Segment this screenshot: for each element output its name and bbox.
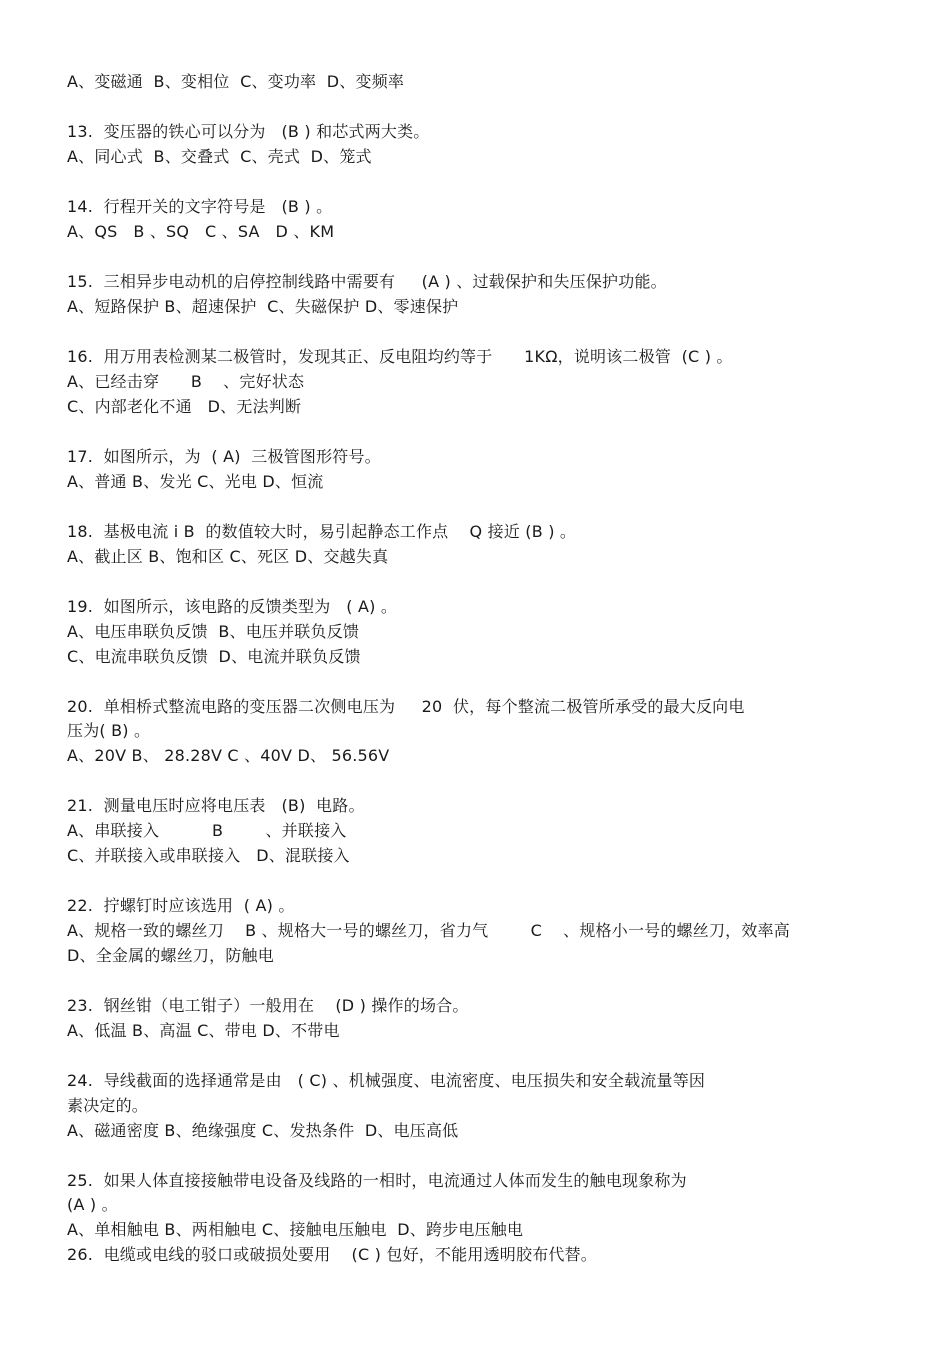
option-line: A、同心式 B、交叠式 C、壳式 D、笼式 [67, 147, 372, 166]
option-line: D、全金属的螺丝刀，防触电 [67, 946, 274, 965]
question-line: 22. 拧螺钉时应该选用 ( A) 。 [67, 896, 295, 915]
question-line: 15. 三相异步电动机的启停控制线路中需要有 (A ) 、过载保护和失压保护功能。 [67, 272, 667, 291]
option-line: A、普通 B、发光 C、光电 D、恒流 [67, 472, 324, 491]
option-line: A、QS B 、SQ C 、SA D 、KM [67, 222, 335, 241]
option-line: A、截止区 B、饱和区 C、死区 D、交越失真 [67, 547, 389, 566]
option-line: A、已经击穿 B 、完好状态 [67, 372, 305, 391]
question-line: 13. 变压器的铁心可以分为 (B ) 和芯式两大类。 [67, 122, 430, 141]
option-line: A、20V B、 28.28V C 、40V D、 56.56V [67, 746, 390, 765]
option-line: A、低温 B、高温 C、带电 D、不带电 [67, 1021, 340, 1040]
question-line: 24. 导线截面的选择通常是由 ( C) 、机械强度、电流密度、电压损失和安全载流量等因 [67, 1071, 706, 1090]
question-line: (A ) 。 [67, 1195, 118, 1214]
option-line: C、并联接入或串联接入 D、混联接入 [67, 846, 350, 865]
question-line: 21. 测量电压时应将电压表 (B) 电路。 [67, 796, 365, 815]
option-line: A、单相触电 B、两相触电 C、接触电压触电 D、跨步电压触电 [67, 1220, 524, 1239]
option-line: A、串联接入 B 、并联接入 [67, 821, 347, 840]
question-line: 19. 如图所示，该电路的反馈类型为 ( A) 。 [67, 597, 398, 616]
option-line: C、电流串联负反馈 D、电流并联负反馈 [67, 647, 361, 666]
question-line: 17. 如图所示，为 ( A) 三极管图形符号。 [67, 447, 381, 466]
option-line: C、内部老化不通 D、无法判断 [67, 397, 302, 416]
question-line: 25. 如果人体直接接触带电设备及线路的一相时，电流通过人体而发生的触电现象称为 [67, 1171, 687, 1190]
question-line: 16. 用万用表检测某二极管时，发现其正、反电阻均约等于 1KΩ，说明该二极管 (C ) 。 [67, 347, 733, 366]
question-line: 14. 行程开关的文字符号是 (B ) 。 [67, 197, 333, 216]
question-line: 18. 基极电流 i B 的数值较大时，易引起静态工作点 Q 接近 (B ) 。 [67, 522, 577, 541]
question-line: 20. 单相桥式整流电路的变压器二次侧电压为 20 伏，每个整流二极管所承受的最大反向电 [67, 697, 745, 716]
question-line: 26. 电缆或电线的驳口或破损处要用 (C ) 包好，不能用透明胶布代替。 [67, 1245, 597, 1264]
option-line: A、变磁通 B、变相位 C、变功率 D、变频率 [67, 72, 405, 91]
option-line: A、规格一致的螺丝刀 B 、规格大一号的螺丝刀，省力气 C 、规格小一号的螺丝刀，效率高 [67, 921, 790, 940]
option-line: A、短路保护 B、超速保护 C、失磁保护 D、零速保护 [67, 297, 459, 316]
question-line: 23. 钢丝钳（电工钳子）一般用在 (D ) 操作的场合。 [67, 996, 469, 1015]
question-line: 压为( B) 。 [67, 721, 151, 740]
option-line: A、磁通密度 B、绝缘强度 C、发热条件 D、电压高低 [67, 1121, 459, 1140]
option-line: A、电压串联负反馈 B、电压并联负反馈 [67, 622, 360, 641]
question-line: 素决定的。 [67, 1096, 149, 1115]
